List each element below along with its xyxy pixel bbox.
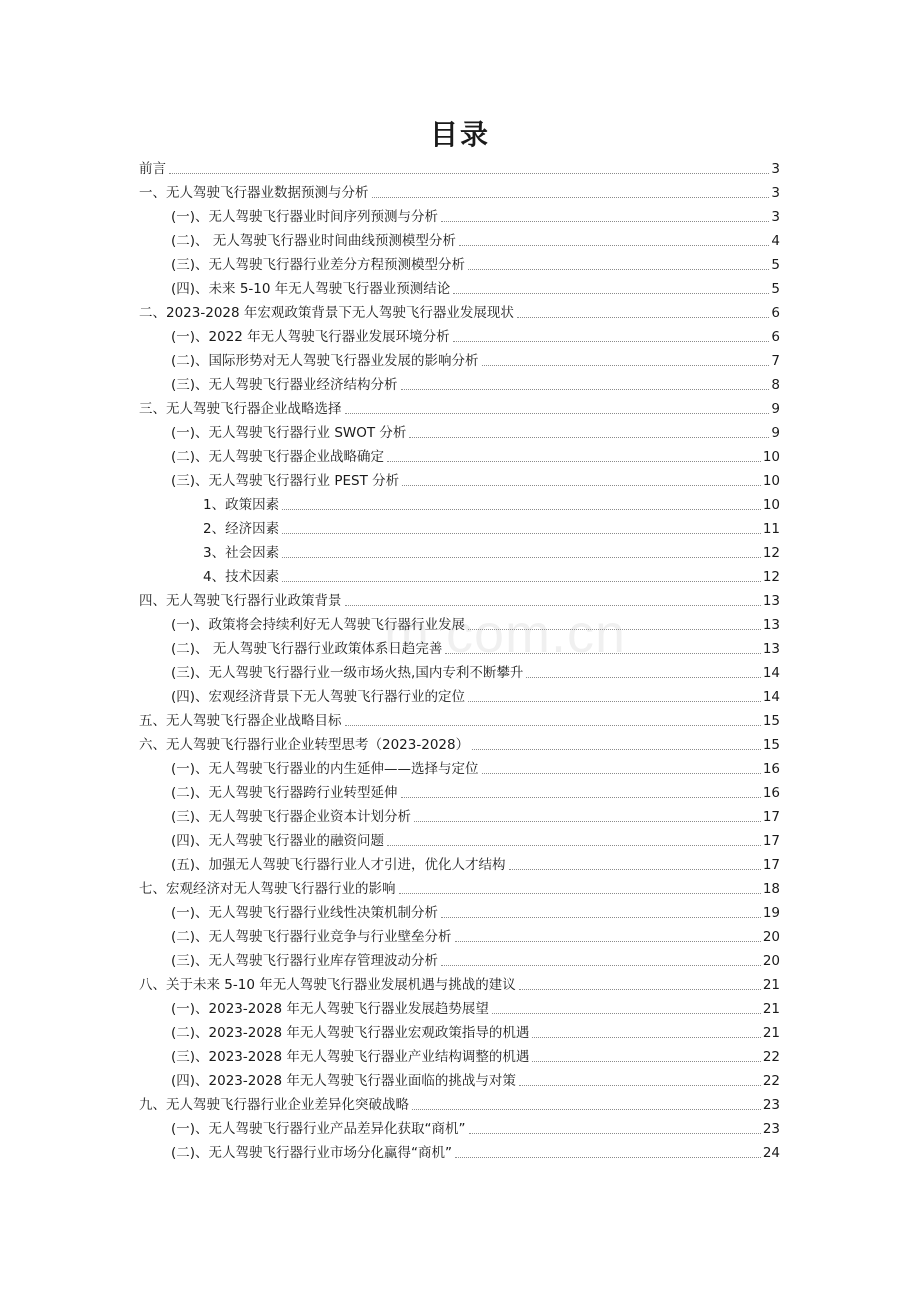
toc-entry-label: 2、经济因素: [203, 521, 280, 537]
toc-entry[interactable]: [171, 1021, 780, 1045]
toc-dot-leader: [441, 221, 769, 222]
toc-dot-leader: [282, 509, 761, 510]
toc-entry[interactable]: [171, 637, 780, 661]
toc-entry[interactable]: [171, 829, 780, 853]
toc-entry-page-number: 13: [762, 593, 780, 609]
toc-dot-leader: [459, 245, 770, 246]
toc-entry-page-number: 8: [771, 377, 780, 393]
toc-entry-page-number: 21: [762, 977, 780, 993]
toc-entry[interactable]: [171, 349, 780, 373]
toc-entry-page-number: 16: [762, 761, 780, 777]
toc-entry-page-number: 19: [762, 905, 780, 921]
toc-entry[interactable]: [171, 205, 780, 229]
toc-entry-label: 4、技术因素: [203, 569, 280, 585]
toc-dot-leader: [482, 773, 761, 774]
toc-entry-label: (三)、无人驾驶飞行器业经济结构分析: [171, 377, 398, 393]
toc-entry-page-number: 6: [771, 329, 780, 345]
toc-dot-leader: [482, 365, 770, 366]
toc-entry-label: 四、无人驾驶飞行器行业政策背景: [139, 593, 342, 609]
toc-dot-leader: [387, 461, 761, 462]
toc-entry-label: (三)、无人驾驶飞行器行业一级市场火热,国内专利不断攀升: [171, 665, 524, 681]
toc-entry-page-number: 13: [762, 641, 780, 657]
toc-dot-leader: [472, 749, 761, 750]
toc-entry-page-number: 15: [762, 737, 780, 753]
toc-entry-page-number: 9: [771, 401, 780, 417]
toc-entry-label: (五)、加强无人驾驶飞行器行业人才引进，优化人才结构: [171, 857, 506, 873]
toc-entry[interactable]: [203, 493, 780, 517]
toc-entry-page-number: 5: [771, 257, 780, 273]
toc-entry-label: (三)、无人驾驶飞行器行业差分方程预测模型分析: [171, 257, 466, 273]
toc-entry-page-number: 22: [762, 1049, 780, 1065]
toc-entry-page-number: 21: [762, 1001, 780, 1017]
toc-entry-label: (四)、宏观经济背景下无人驾驶飞行器行业的定位: [171, 689, 466, 705]
toc-entry-label: (四)、2023-2028 年无人驾驶飞行器业面临的挑战与对策: [171, 1073, 516, 1089]
toc-dot-leader: [402, 485, 761, 486]
toc-entry[interactable]: [171, 373, 780, 397]
toc-entry-page-number: 11: [762, 521, 780, 537]
toc-dot-leader: [455, 941, 761, 942]
toc-entry[interactable]: [139, 733, 780, 757]
toc-dot-leader: [445, 653, 760, 654]
toc-entry-label: 九、无人驾驶飞行器行业企业差异化突破战略: [139, 1097, 409, 1113]
toc-entry-page-number: 13: [762, 617, 780, 633]
toc-entry[interactable]: [203, 565, 780, 589]
toc-dot-leader: [453, 293, 769, 294]
toc-dot-leader: [519, 989, 761, 990]
toc-dot-leader: [169, 173, 769, 174]
toc-entry-label: (二)、国际形势对无人驾驶飞行器业发展的影响分析: [171, 353, 479, 369]
toc-entry[interactable]: [171, 805, 780, 829]
toc-dot-leader: [414, 821, 761, 822]
toc-dot-leader: [282, 581, 761, 582]
toc-entry[interactable]: [171, 997, 780, 1021]
toc-entry-page-number: 23: [762, 1121, 780, 1137]
toc-entry-label: (一)、无人驾驶飞行器业时间序列预测与分析: [171, 209, 439, 225]
toc-entry-page-number: 10: [762, 497, 780, 513]
toc-entry-page-number: 15: [762, 713, 780, 729]
toc-entry-label: (三)、2023-2028 年无人驾驶飞行器业产业结构调整的机遇: [171, 1049, 530, 1065]
toc-entry-page-number: 21: [762, 1025, 780, 1041]
toc-entry-label: 二、2023-2028 年宏观政策背景下无人驾驶飞行器业发展现状: [139, 305, 514, 321]
toc-entry[interactable]: [171, 949, 780, 973]
toc-dot-leader: [519, 1085, 761, 1086]
toc-entry[interactable]: [171, 1141, 780, 1165]
toc-entry-label: 前言: [139, 161, 166, 177]
toc-dot-leader: [282, 557, 761, 558]
toc-entry-page-number: 14: [762, 665, 780, 681]
toc-entry[interactable]: [139, 181, 780, 205]
toc-entry-page-number: 23: [762, 1097, 780, 1113]
toc-entry[interactable]: [139, 877, 780, 901]
toc-entry-label: (一)、无人驾驶飞行器业的内生延伸——选择与定位: [171, 761, 479, 777]
toc-entry[interactable]: [171, 901, 780, 925]
toc-entry-page-number: 24: [762, 1145, 780, 1161]
toc-dot-leader: [492, 1013, 761, 1014]
toc-dot-leader: [468, 701, 761, 702]
toc-dot-leader: [469, 1133, 761, 1134]
toc-entry[interactable]: [203, 517, 780, 541]
toc-dot-leader: [532, 1061, 760, 1062]
toc-entry-label: (三)、无人驾驶飞行器行业库存管理波动分析: [171, 953, 439, 969]
toc-entry-label: 三、无人驾驶飞行器企业战略选择: [139, 401, 342, 417]
toc-entry[interactable]: [171, 661, 780, 685]
toc-dot-leader: [532, 1037, 760, 1038]
toc-entry[interactable]: [139, 397, 780, 421]
toc-entry-page-number: 17: [762, 809, 780, 825]
toc-entry-page-number: 9: [771, 425, 780, 441]
toc-entry-page-number: 3: [771, 209, 780, 225]
toc-entry[interactable]: [203, 541, 780, 565]
toc-dot-leader: [345, 725, 761, 726]
toc-entry[interactable]: [171, 253, 780, 277]
toc-entry-label: (一)、政策将会持续利好无人驾驶飞行器行业发展: [171, 617, 466, 633]
toc-dot-leader: [509, 869, 761, 870]
toc-entry-label: (二)、无人驾驶飞行器跨行业转型延伸: [171, 785, 398, 801]
toc-entry[interactable]: [139, 1093, 780, 1117]
toc-entry[interactable]: [139, 973, 780, 997]
toc-entry-label: (三)、无人驾驶飞行器行业 PEST 分析: [171, 473, 400, 489]
toc-entry[interactable]: [171, 757, 780, 781]
toc-entry-label: (三)、无人驾驶飞行器企业资本计划分析: [171, 809, 412, 825]
toc-entry-page-number: 16: [762, 785, 780, 801]
toc-entry-page-number: 12: [762, 569, 780, 585]
toc-entry-label: (二)、2023-2028 年无人驾驶飞行器业宏观政策指导的机遇: [171, 1025, 530, 1041]
toc-entry-page-number: 20: [762, 929, 780, 945]
toc-entry-page-number: 18: [762, 881, 780, 897]
toc-dot-leader: [441, 917, 761, 918]
toc-entry-label: (二)、无人驾驶飞行器企业战略确定: [171, 449, 385, 465]
toc-entry-label: 五、无人驾驶飞行器企业战略目标: [139, 713, 342, 729]
toc-entry[interactable]: [139, 709, 780, 733]
toc-dot-leader: [401, 797, 761, 798]
toc-entry-page-number: 4: [771, 233, 780, 249]
toc-entry-page-number: 17: [762, 857, 780, 873]
toc-entry[interactable]: [139, 301, 780, 325]
toc-entry-page-number: 17: [762, 833, 780, 849]
toc-entry[interactable]: [171, 421, 780, 445]
toc-dot-leader: [345, 605, 761, 606]
toc-dot-leader: [441, 965, 761, 966]
toc-entry[interactable]: [171, 781, 780, 805]
toc-entry-label: (一)、无人驾驶飞行器行业产品差异化获取“商机”: [171, 1121, 466, 1137]
toc-entry-label: (四)、无人驾驶飞行器业的融资问题: [171, 833, 385, 849]
toc-entry[interactable]: [171, 685, 780, 709]
toc-entry-label: 3、社会因素: [203, 545, 280, 561]
toc-dot-leader: [345, 413, 770, 414]
toc-entry[interactable]: [171, 1045, 780, 1069]
toc-dot-leader: [517, 317, 770, 318]
toc-entry[interactable]: [171, 853, 780, 877]
toc-entry-page-number: 3: [771, 161, 780, 177]
toc-entry-page-number: 14: [762, 689, 780, 705]
toc-entry[interactable]: [171, 469, 780, 493]
toc-entry-label: (一)、无人驾驶飞行器行业 SWOT 分析: [171, 425, 407, 441]
toc-entry-page-number: 22: [762, 1073, 780, 1089]
toc-entry[interactable]: [171, 925, 780, 949]
toc-entry-page-number: 7: [771, 353, 780, 369]
toc-entry[interactable]: [139, 157, 780, 181]
toc-entry-label: 1、政策因素: [203, 497, 280, 513]
toc-entry-label: (一)、2022 年无人驾驶飞行器业发展环境分析: [171, 329, 450, 345]
toc-entry-label: (二)、 无人驾驶飞行器行业政策体系日趋完善: [171, 641, 443, 657]
toc-entry-label: 八、关于未来 5-10 年无人驾驶飞行器业发展机遇与挑战的建议: [139, 977, 516, 993]
toc-entry-label: (二)、无人驾驶飞行器行业市场分化赢得“商机”: [171, 1145, 453, 1161]
toc-dot-leader: [372, 197, 770, 198]
toc-dot-leader: [401, 389, 770, 390]
toc-dot-leader: [468, 269, 769, 270]
toc-dot-leader: [468, 629, 761, 630]
toc-entry[interactable]: [171, 613, 780, 637]
toc-entry[interactable]: [171, 229, 780, 253]
toc-title: 目录: [429, 118, 490, 151]
toc-dot-leader: [526, 677, 760, 678]
toc-entry[interactable]: [171, 277, 780, 301]
watermark: m.com.cn: [384, 604, 627, 664]
toc-dot-leader: [409, 437, 769, 438]
toc-entry-label: (二)、 无人驾驶飞行器业时间曲线预测模型分析: [171, 233, 456, 249]
toc-entry-page-number: 10: [762, 473, 780, 489]
toc-dot-leader: [455, 1157, 761, 1158]
toc-entry[interactable]: [171, 1069, 780, 1093]
toc-entry-label: (一)、2023-2028 年无人驾驶飞行器业发展趋势展望: [171, 1001, 489, 1017]
toc-entry-page-number: 20: [762, 953, 780, 969]
toc-entry-page-number: 12: [762, 545, 780, 561]
toc-dot-leader: [399, 893, 761, 894]
toc-entry-label: (四)、未来 5-10 年无人驾驶飞行器业预测结论: [171, 281, 451, 297]
toc-entry[interactable]: [171, 445, 780, 469]
toc-dot-leader: [282, 533, 761, 534]
toc-entry-label: 七、宏观经济对无人驾驶飞行器行业的影响: [139, 881, 396, 897]
toc-entry-label: (一)、无人驾驶飞行器行业线性决策机制分析: [171, 905, 439, 921]
toc-entry[interactable]: [171, 325, 780, 349]
toc-entry-page-number: 3: [771, 185, 780, 201]
toc-dot-leader: [412, 1109, 761, 1110]
toc-entry[interactable]: [139, 589, 780, 613]
toc-dot-leader: [387, 845, 761, 846]
toc-entry-label: 六、无人驾驶飞行器行业企业转型思考（2023-2028）: [139, 737, 470, 753]
toc-entry-label: (二)、无人驾驶飞行器行业竞争与行业壁垒分析: [171, 929, 452, 945]
toc-entry-page-number: 10: [762, 449, 780, 465]
toc-entry-label: 一、无人驾驶飞行器业数据预测与分析: [139, 185, 369, 201]
toc-dot-leader: [453, 341, 770, 342]
toc-entry-page-number: 6: [771, 305, 780, 321]
toc-entry[interactable]: [171, 1117, 780, 1141]
toc-entry-page-number: 5: [771, 281, 780, 297]
